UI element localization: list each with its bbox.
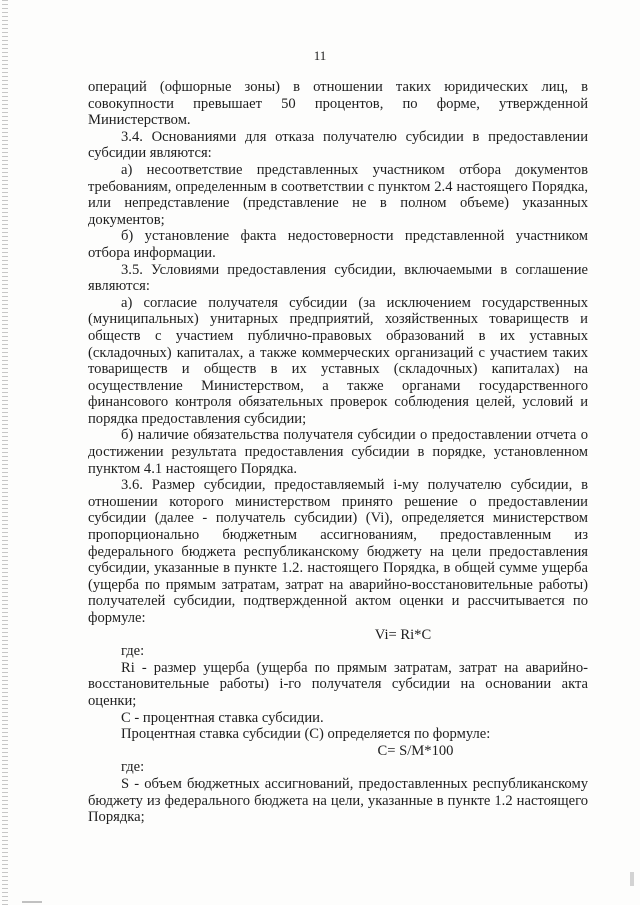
paragraph-where-1: где: xyxy=(121,643,145,660)
paragraph-ri-definition: Ri - размер ущерба (ущерба по прямым затратам, затрат на аварийно-восстановительные работы) i-го получателя субсидии на основании акта оценки; xyxy=(88,659,588,709)
paragraph-offshore-continuation: операций (офшорные зоны) в отношении таких юридических лиц, в совокупности превышает 50 процентов, по форме, утвержденной Министерством. xyxy=(88,79,588,129)
paragraph-3-4-a: а) несоответствие представленных участником отбора документов требованиям, определенным в соответствии с пунктом 2.4 настоящего Порядка, или непредставление (представление не в полном объеме) указанных документов; xyxy=(88,161,588,228)
paragraph-c-definition: С - процентная ставка субсидии. xyxy=(121,709,324,726)
paragraph-3-6: 3.6. Размер субсидии, предоставляемый i-му получателю субсидии, в отношении которого министерством принято решение о предоставлении субсидии (далее - получатель субсидии) (Vi), определяется министерством пропорционально бюджетным ассигнованиям, предоставленным из федерального бюджета республиканскому бюджету на цели предоставления субсидии, указанные в пункте 1.2. настоящего Порядка, в общей сумме ущерба (ущерба по прямым затратам, затрат на аварийно-восстановительные работы) получателей субсидии, подтвержденной актом оценки и рассчитывается по формуле: xyxy=(88,477,588,626)
paragraph-3-5-heading: 3.5. Условиями предоставления субсидии, включаемыми в соглашение являются: xyxy=(88,261,588,295)
scan-artifact-right xyxy=(630,872,634,886)
paragraph-3-5-b: б) наличие обязательства получателя субсидии о предоставлении отчета о достижении результата предоставления субсидии в порядке, установленном пунктом 4.1 настоящего Порядка. xyxy=(88,427,588,477)
scan-edge-marks xyxy=(2,0,8,905)
paragraph-3-4-heading: 3.4. Основаниями для отказа получателю субсидии в предоставлении субсидии являются: xyxy=(88,128,588,162)
formula-vi: Vi= Ri*C xyxy=(374,626,432,643)
paragraph-s-definition: S - объем бюджетных ассигнований, предоставленных республиканскому бюджету из федерального бюджета на цели, указанные в пункте 1.2 настоящего Порядка; xyxy=(88,775,588,826)
paragraph-c-rate-intro: Процентная ставка субсидии (С) определяется по формуле: xyxy=(121,726,491,743)
paragraph-3-5-a: а) согласие получателя субсидии (за исключением государственных (муниципальных) унитарных предприятий, хозяйственных товариществ и обществ с участием публично-правовых образований в их уставных (складочных) капиталах, а также коммерческих организаций с участием таких товариществ и обществ в их уставных (складочных) капиталах) на осуществление Министерством, а также органами государственного финансового контроля обязательных проверок соблюдения целей, условий и порядка предоставления субсидии; xyxy=(88,294,588,427)
formula-c: С= S/M*100 xyxy=(377,742,454,759)
paragraph-3-4-b: б) установление факта недостоверности представленной участником отбора информации. xyxy=(88,228,588,261)
document-body xyxy=(88,79,588,826)
paragraph-where-2: где: xyxy=(121,759,145,776)
scan-artifact-bottom-left xyxy=(22,901,42,903)
page-number: 11 xyxy=(313,48,327,63)
